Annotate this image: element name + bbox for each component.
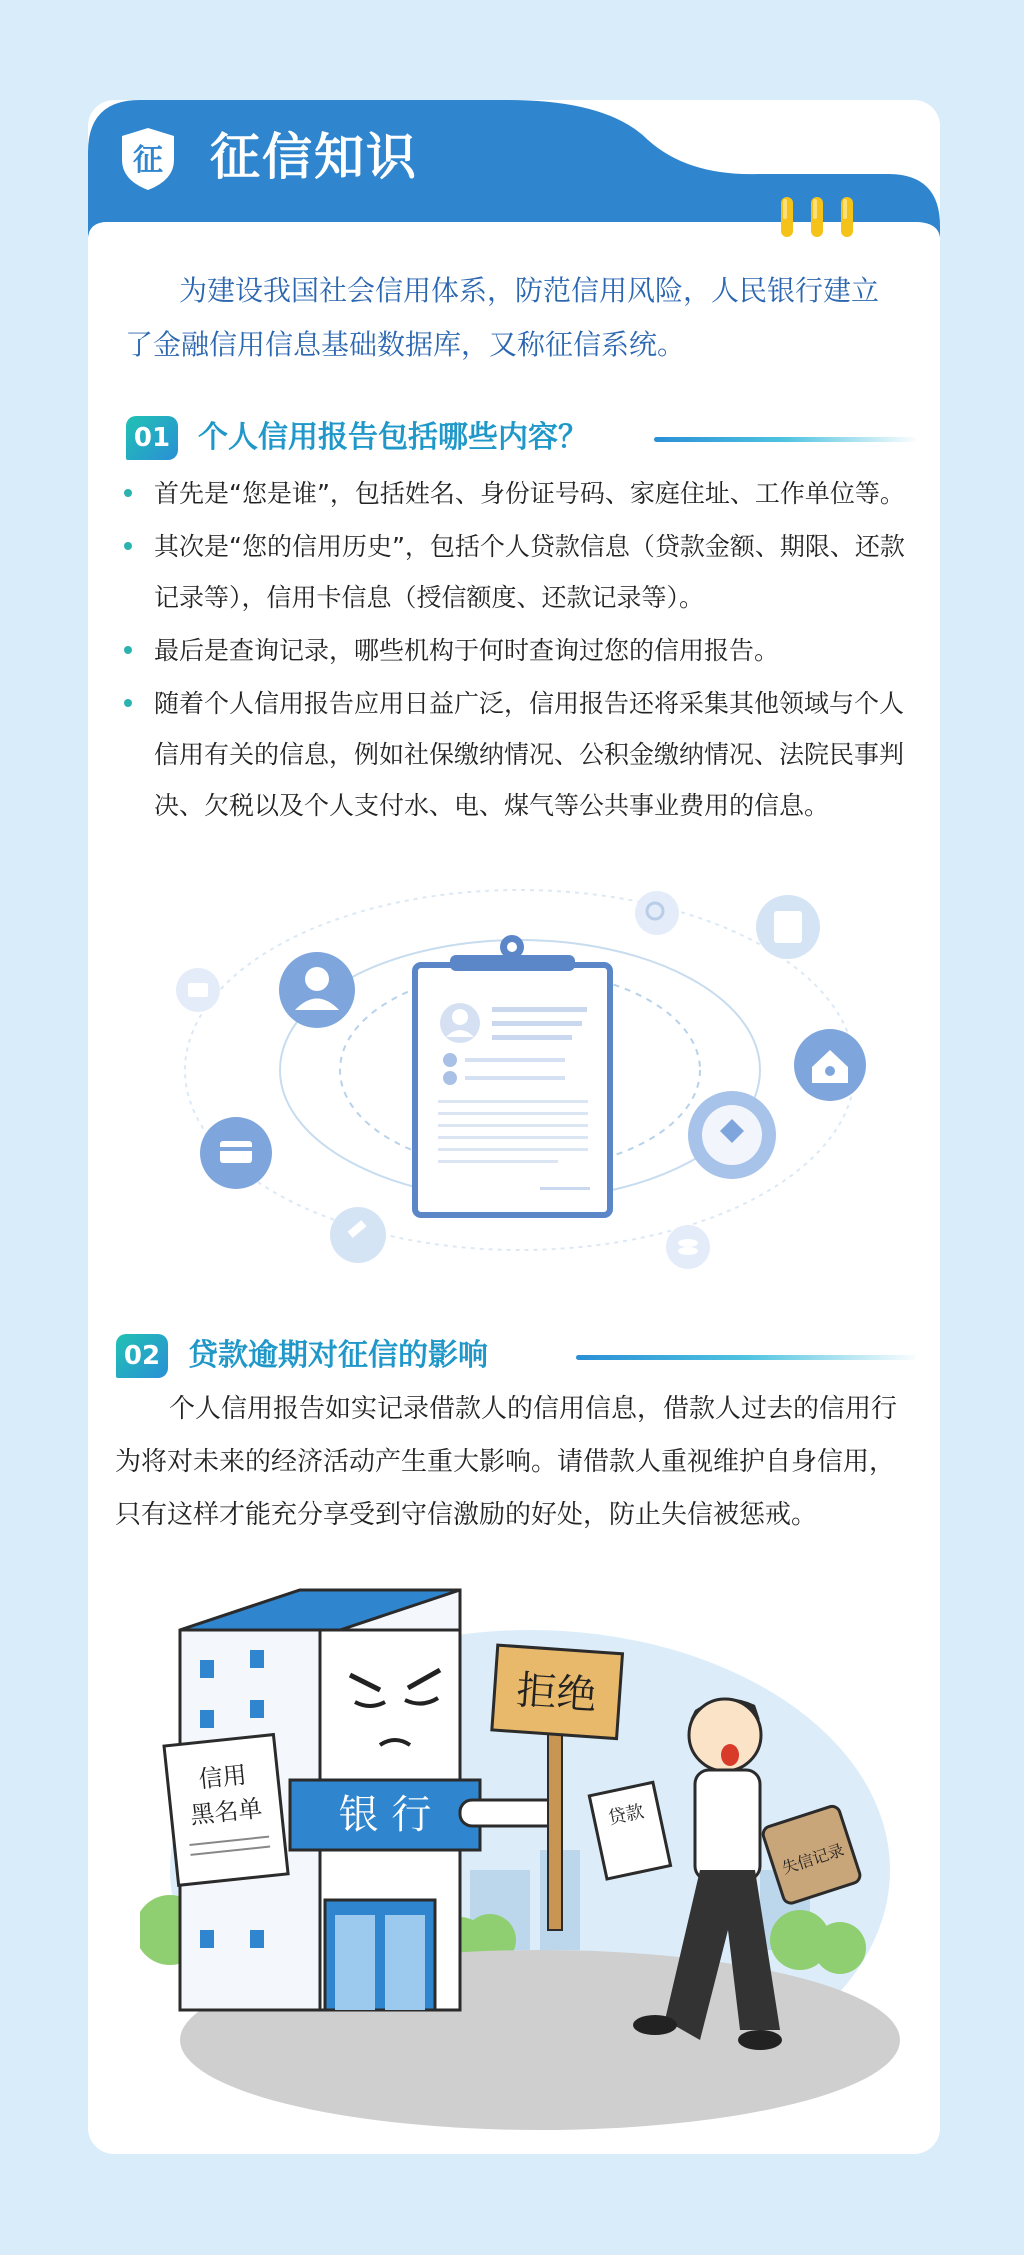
receipt-icon [756,895,820,959]
section2-title: 贷款逾期对征信的影响 [188,1338,488,1373]
badge-char: 征 [133,143,163,178]
bag-text: 失信记录 [779,1840,847,1878]
list-item [120,678,920,831]
list-item-text: 其次是“您的信用历史”，包括个人贷款信息（贷款金额、期限、还款记录等），信用卡信息（授信额度、还款记录等）。 [154,532,905,612]
search-icon [635,891,679,935]
briefcase-icon [176,968,220,1012]
section2-number: 02 [116,1334,168,1378]
page-title: 征信知识 [210,128,418,186]
coins-icon [666,1225,710,1269]
section2-divider [576,1355,916,1360]
intro-paragraph: 为建设我国社会信用体系，防范信用风险，人民银行建立了金融信用信息基础数据库，又称征信系统。 [125,274,880,361]
list-item-text: 随着个人信用报告应用日益广泛，信用报告还将采集其他领域与个人信用有关的信息，例如社保缴纳情况、公积金缴纳情况、法院民事判决、欠税以及个人支付水、电、煤气等公共事业费用的信息。 [154,689,905,820]
bank-sign: 银 行 [338,1792,432,1838]
list-item-text: 最后是查询记录，哪些机构于何时查询过您的信用报告。 [154,636,780,665]
section2-paragraph: 个人信用报告如实记录借款人的信用信息，借款人过去的信用行为将对未来的经济活动产生重大影响。请借款人重视维护自身信用，只有这样才能充分享受到守信激励的好处，防止失信被惩戒。 [115,1394,898,1530]
section1-title: 个人信用报告包括哪些内容？ [198,420,588,455]
binder-rings-icon [775,195,865,245]
hand-coin-icon [688,1091,776,1179]
bullet-dot [124,646,132,654]
clipboard-icon [415,935,610,1215]
shield-badge-icon [118,126,178,192]
reject-sign [492,1645,623,1739]
list-item [120,521,920,623]
section1-divider [654,437,916,442]
credit-report-illustration [160,875,880,1275]
reject-sign-text: 拒绝 [515,1667,599,1720]
list-item-text: 首先是“您是谁”，包括姓名、身份证号码、家庭住址、工作单位等。 [154,479,905,508]
card-icon [200,1117,272,1189]
home-icon [794,1029,866,1101]
bullet-dot [124,699,132,707]
list-item [120,468,920,519]
bank-reject-cartoon [140,1570,900,2130]
bullet-dot [124,542,132,550]
section1-number: 01 [126,416,178,460]
loan-paper-text: 贷款 [606,1801,646,1830]
gavel-icon [330,1207,386,1263]
section1-list [120,468,920,833]
blacklist-line2: 黑名单 [188,1794,264,1830]
section2-heading [116,1330,916,1382]
list-item [120,625,920,676]
section1-heading [126,412,916,464]
blacklist-paper [164,1735,288,1886]
user-icon [279,952,355,1028]
bullet-dot [124,489,132,497]
blacklist-line1: 信用 [197,1760,248,1794]
